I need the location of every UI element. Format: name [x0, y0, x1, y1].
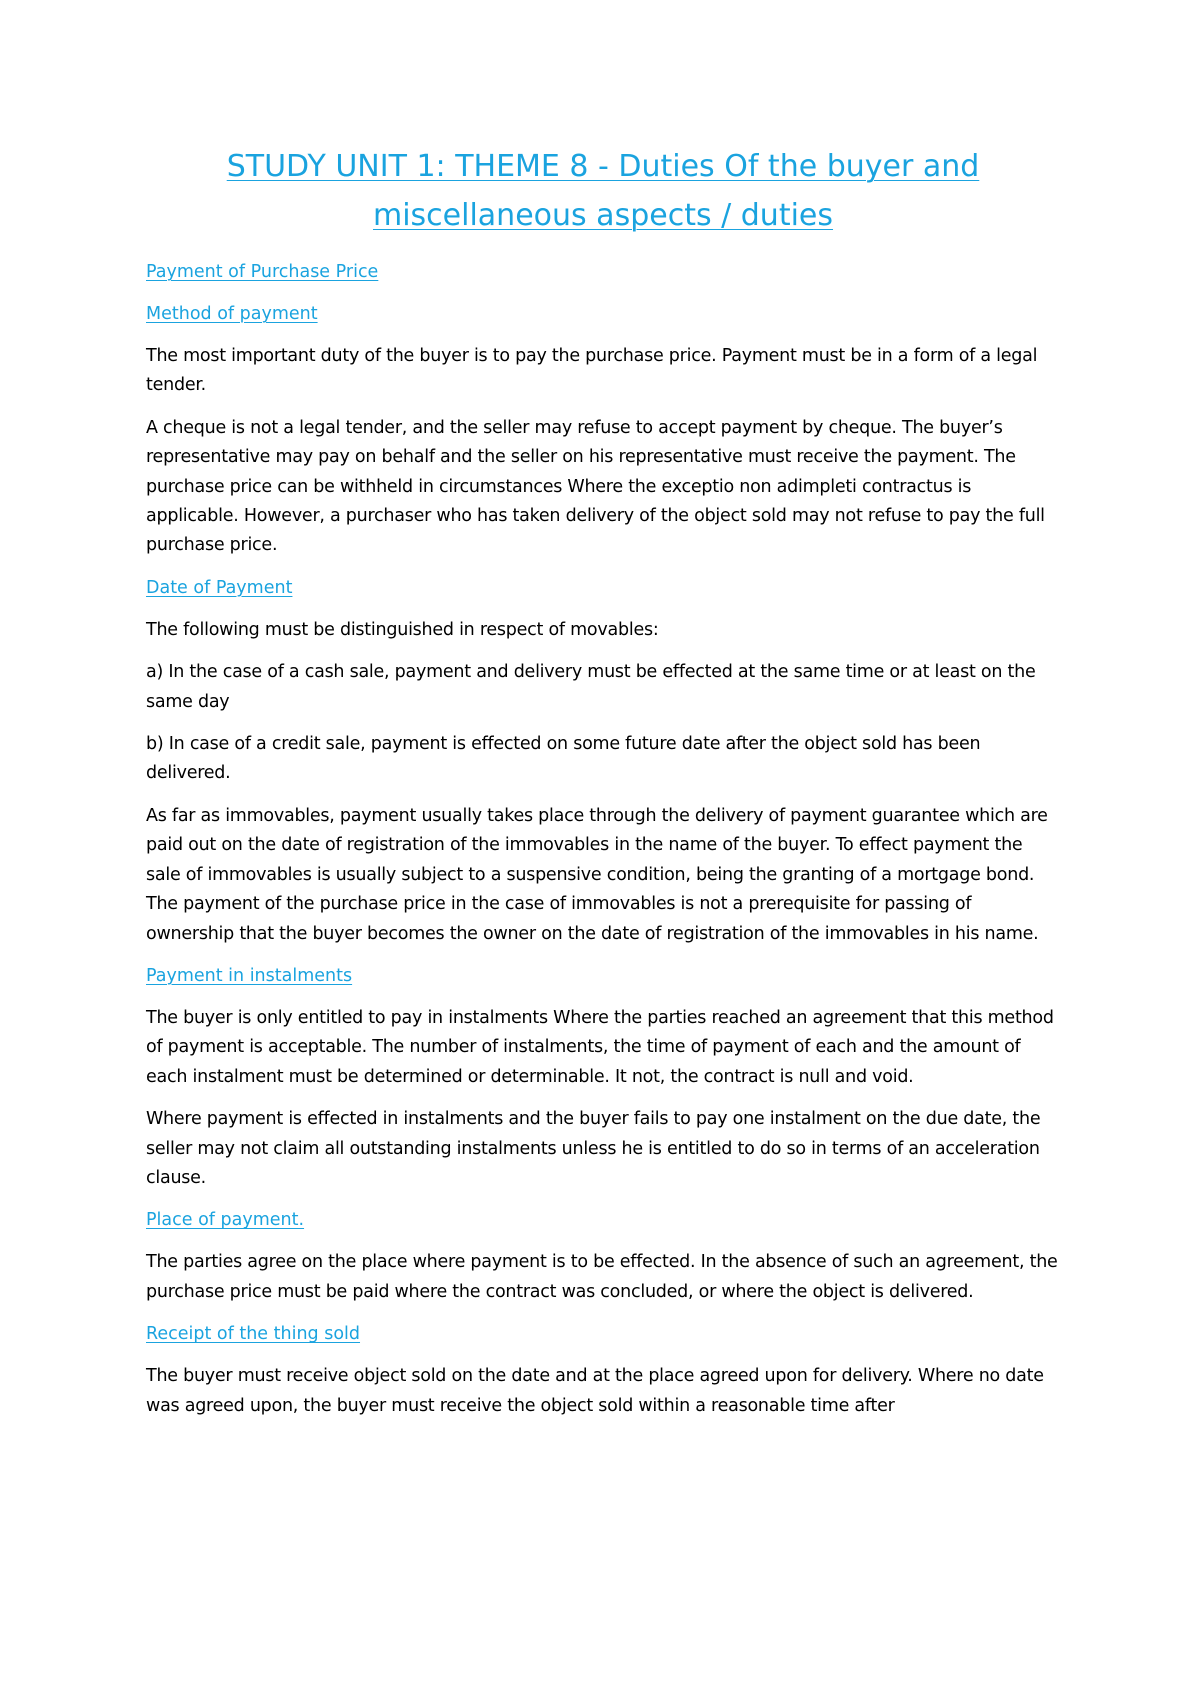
heading-receipt-of-thing-sold: Receipt of the thing sold [146, 1324, 361, 1345]
paragraph-date-of-payment-2: a) In the case of a cash sale, payment and delivery must be effected at the same time or at least on the same day [146, 662, 1036, 712]
paragraph-date-of-payment-1: The following must be distinguished in respect of movables: [146, 619, 659, 640]
heading-payment-in-instalments: Payment in instalments [146, 965, 353, 986]
paragraph-date-of-payment-4: As far as immovables, payment usually takes place through the delivery of payment guarantee which are paid out on the date of registration of the immovables in the name of the buyer. To effect payment the sale of immovables is usually subject to a suspensive condition, being the granting of a mortgage bond. The payment of the purchase price in the case of immovables is not a prerequisite for passing of ownership that the buyer becomes the owner on the date of registration of the immovables in his name. [146, 805, 1048, 944]
heading-method-of-payment: Method of payment [146, 304, 318, 324]
paragraph-method-of-payment-2: A cheque is not a legal tender, and the seller may refuse to accept payment by cheque. The buyer’s representative may pay on behalf and the seller on his representative must receive the payment. The purchase price can be withheld in circumstances Where the exceptio non adimpleti contractus is applicable. However, a purchaser who has taken delivery of the object sold may not refuse to pay the full purchase price. [146, 417, 1045, 556]
heading-payment-of-purchase-price: Payment of Purchase Price [146, 262, 379, 282]
paragraph-instalments-1: The buyer is only entitled to pay in instalments Where the parties reached an agreement that this method of payment is acceptable. The number of instalments, the time of payment of each and the amount of each instalment must be determined or determinable. It not, the contract is null and void. [146, 1007, 1054, 1087]
heading-place-of-payment: Place of payment. [146, 1210, 305, 1231]
document-title-line-1: STUDY UNIT 1: THEME 8 - Duties Of the buyer and [226, 149, 980, 184]
paragraph-receipt-1: The buyer must receive object sold on the date and at the place agreed upon for delivery. Where no date was agreed upon, the buyer must receive the object sold within a reasonable time after [146, 1366, 1044, 1416]
document-title [146, 142, 1060, 240]
paragraph-place-of-payment-1: The parties agree on the place where payment is to be effected. In the absence of such an agreement, the purchase price must be paid where the contract was concluded, or where the object is delivered. [146, 1252, 1058, 1302]
document-title-line-2: miscellaneous aspects / duties [372, 198, 834, 233]
heading-date-of-payment: Date of Payment [146, 577, 293, 598]
paragraph-instalments-2: Where payment is effected in instalments and the buyer fails to pay one instalment on the due date, the seller may not claim all outstanding instalments unless he is entitled to do so in terms of an acceleration clause. [146, 1109, 1041, 1188]
paragraph-method-of-payment-1: The most important duty of the buyer is to pay the purchase price. Payment must be in a form of a legal tender. [146, 346, 1038, 396]
paragraph-date-of-payment-3: b) In case of a credit sale, payment is effected on some future date after the object sold has been delivered. [146, 734, 981, 784]
